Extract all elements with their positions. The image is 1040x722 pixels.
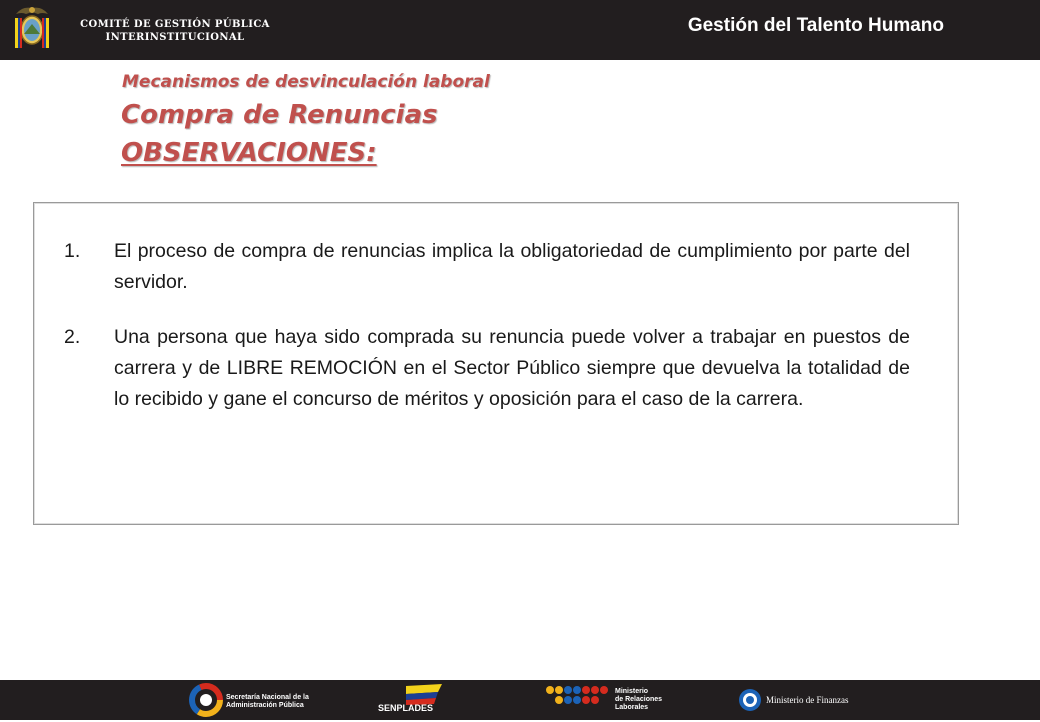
footer-logo-finanzas xyxy=(738,682,858,718)
observation-text: Una persona que haya sido comprada su renuncia puede volver a trabajar en puestos de carrera y de LIBRE REMOCIÓN en el Sector Público siempre que devuelva la totalidad de lo recibido y gane el concurso de méritos y oposición para el caso de la carrera. xyxy=(114,326,910,410)
observation-item xyxy=(64,236,910,298)
slide-subtitle: Mecanismos de desvinculación laboral xyxy=(122,72,490,92)
organization-name xyxy=(60,18,290,44)
mrl-line-2: de Relaciones xyxy=(615,696,663,703)
observations-list xyxy=(64,236,910,415)
footer-logo-mrl xyxy=(545,682,665,718)
observation-number: 1. xyxy=(64,240,81,262)
senplades-text: SENPLADES xyxy=(378,703,434,713)
slide-title-block xyxy=(121,96,438,172)
observation-number: 2. xyxy=(64,326,81,348)
header-bar xyxy=(0,0,1040,60)
snap-line-1: Secretaría Nacional de la xyxy=(226,694,309,701)
observations-heading: OBSERVACIONES: xyxy=(121,138,377,168)
slide-title: Compra de Renuncias xyxy=(121,100,438,130)
organization-line-2: INTERINSTITUCIONAL xyxy=(105,32,245,43)
snap-logo-icon xyxy=(188,682,224,718)
mrl-line-3: Laborales xyxy=(615,704,649,711)
mrl-line-1: Ministerio xyxy=(615,688,649,695)
finanzas-text: Ministerio de Finanzas xyxy=(766,695,849,705)
mrl-dots-icon xyxy=(545,682,611,712)
observation-text: El proceso de compra de renuncias implica la obligatoriedad de cumplimiento por parte del servidor. xyxy=(114,240,910,293)
coat-of-arms-icon xyxy=(12,4,52,52)
finanzas-seal-icon xyxy=(738,688,762,712)
observations-box xyxy=(33,202,959,525)
footer-bar xyxy=(0,680,1040,720)
footer-logo-senplades xyxy=(376,682,446,718)
snap-line-2: Administración Pública xyxy=(226,702,304,709)
organization-line-1: COMITÉ DE GESTIÓN PÚBLICA xyxy=(80,19,270,30)
footer-logo-snap xyxy=(188,682,308,718)
observation-item xyxy=(64,322,910,415)
section-title: Gestión del Talento Humano xyxy=(687,15,944,36)
